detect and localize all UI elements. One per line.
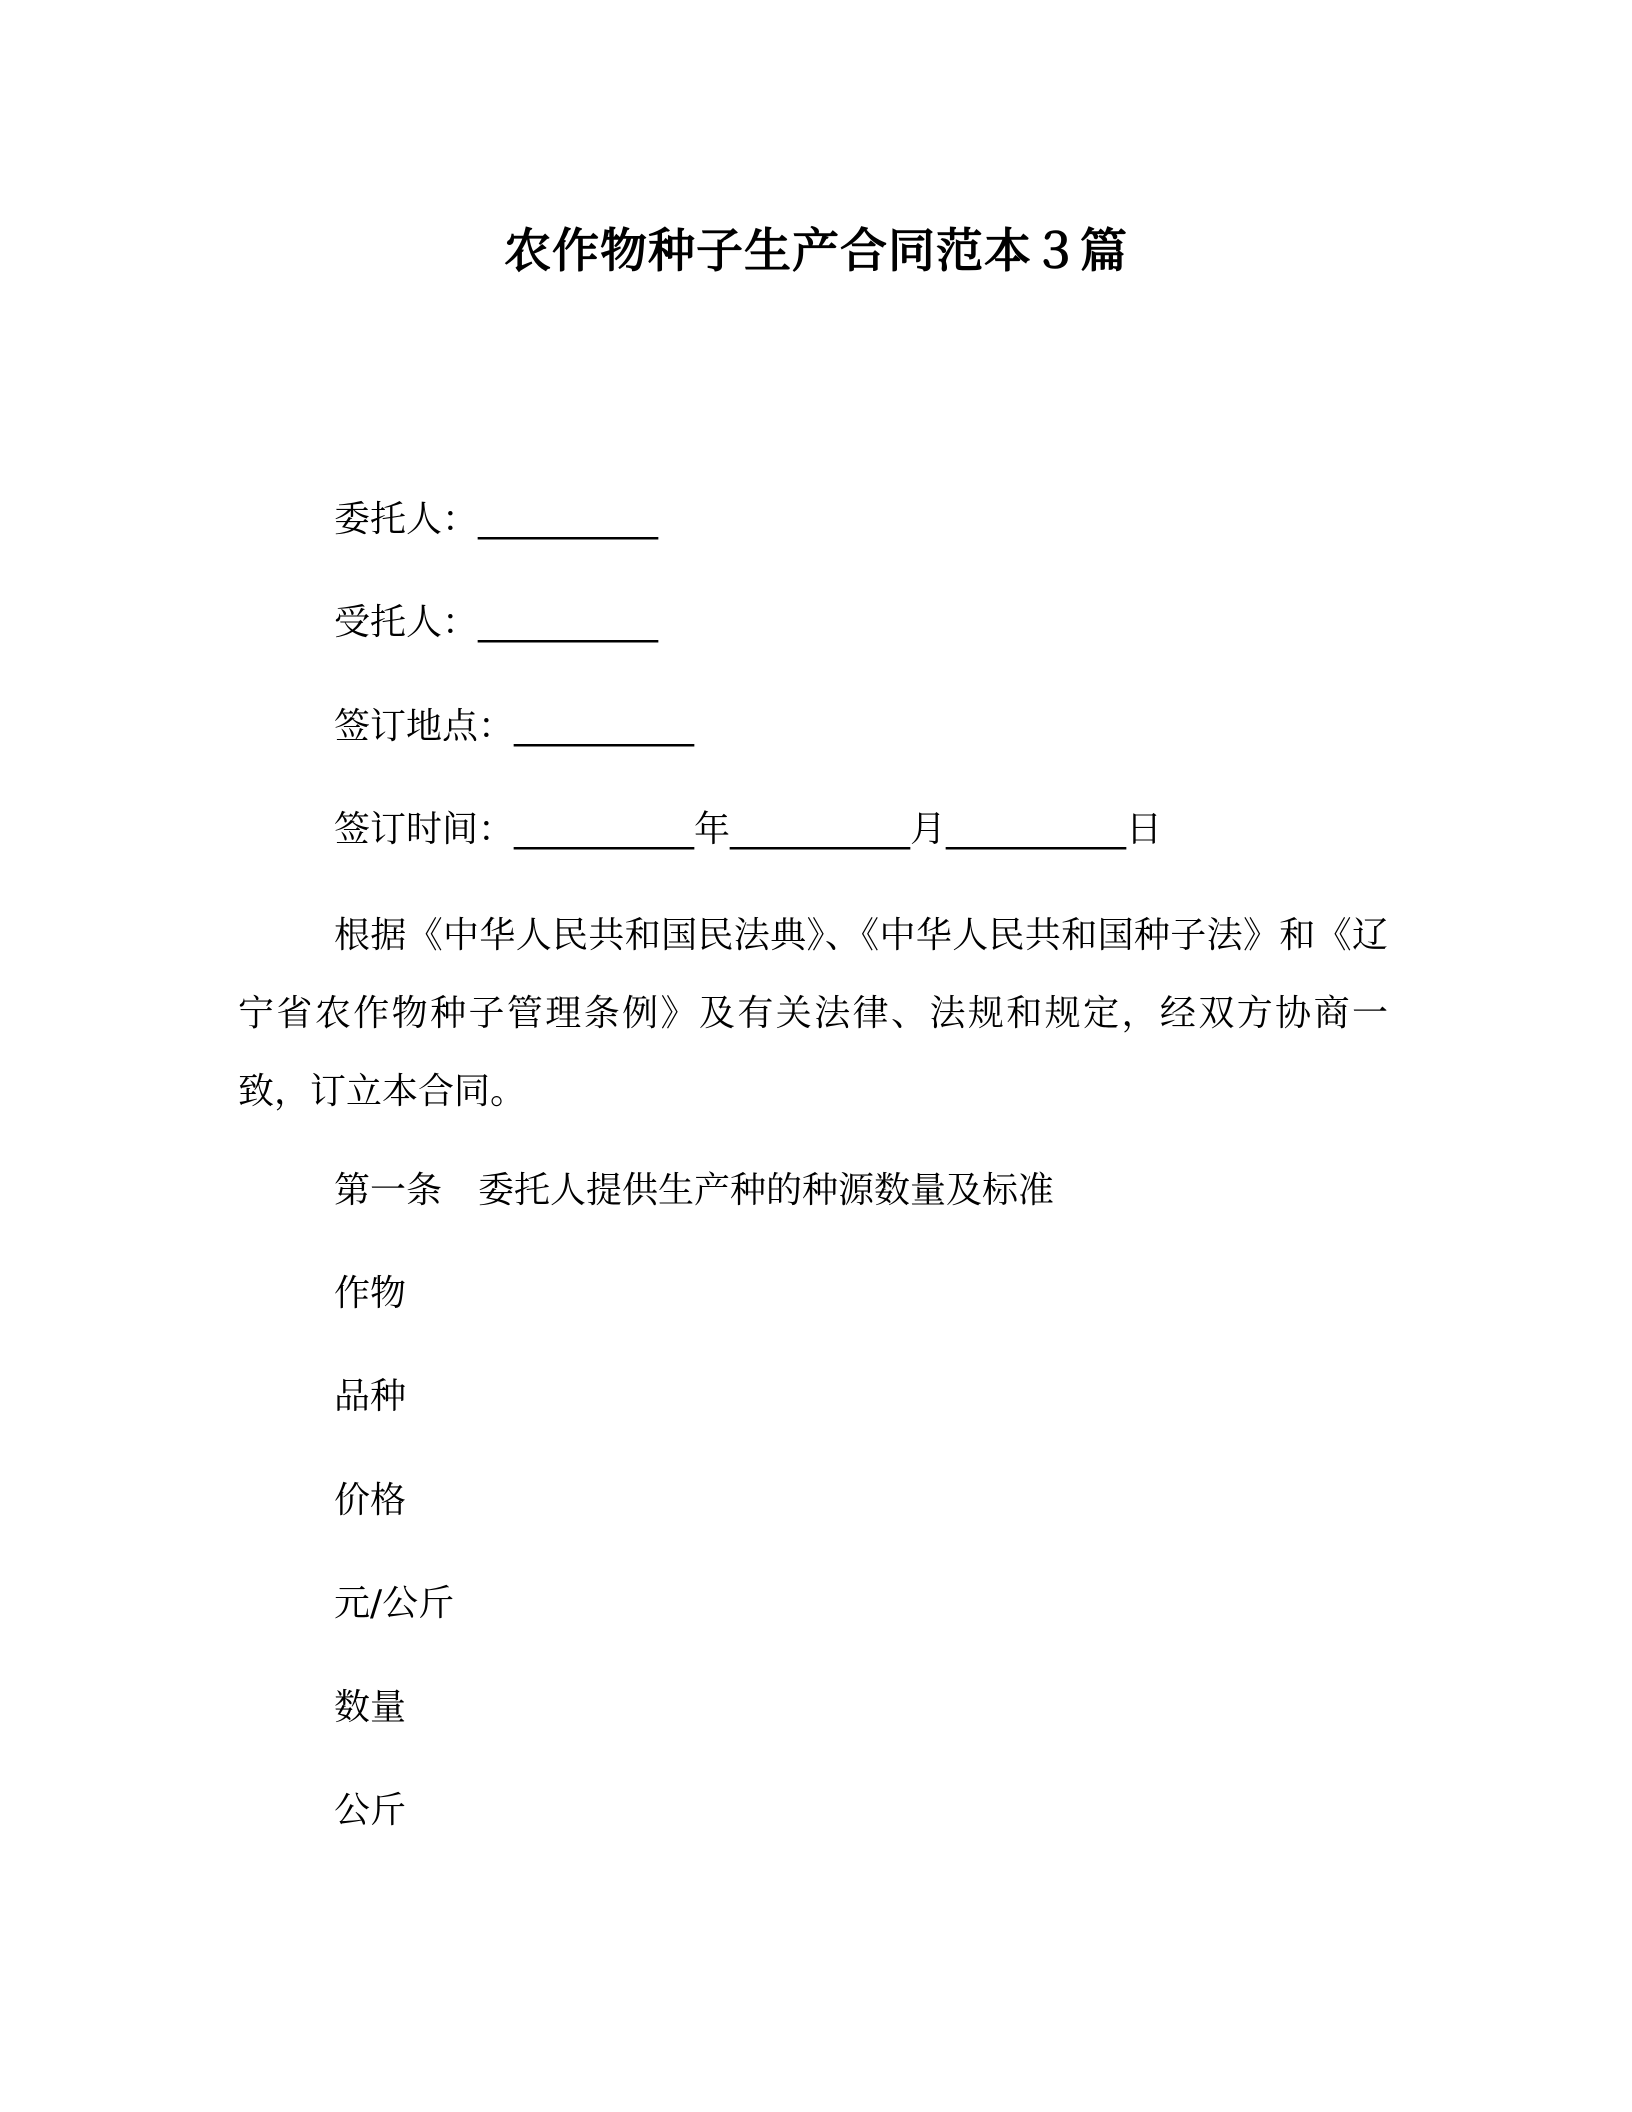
list-item-quantity: 数量: [334, 1687, 407, 1728]
signing-place-label: 签订地点：: [334, 706, 515, 747]
entrusting-party-line: [334, 496, 658, 544]
list-item-variety: 品种: [334, 1376, 407, 1417]
article-1-title: 委托人提供生产种的种源数量及标准: [478, 1170, 1055, 1211]
entrusting-party-blank: __________: [478, 499, 659, 540]
entrusted-party-line: [334, 599, 658, 647]
list-item-price-unit: 元/公斤: [334, 1583, 455, 1624]
signing-time-line: [334, 806, 1162, 854]
entrusting-party-label: 委托人：: [334, 499, 479, 540]
document-title: 农作物种子生产合同范本３篇: [504, 224, 1128, 279]
signing-year-blank: __________: [514, 809, 695, 850]
signing-place-blank: __________: [514, 706, 695, 747]
signing-month-unit: 月: [910, 809, 947, 850]
signing-place-line: [334, 703, 694, 751]
preamble-paragraph: 根据《中华人民共和国民法典》、《中华人民共和国种子法》和《辽宁省农作物种子管理条例》及有关法律、法规和规定，经双方协商一致，订立本合同。: [238, 915, 1388, 1112]
list-item-quantity-unit: 公斤: [334, 1790, 407, 1831]
list-item-price: 价格: [334, 1480, 407, 1521]
list-item-crop: 作物: [334, 1273, 407, 1314]
signing-day-unit: 日: [1126, 809, 1163, 850]
signing-day-blank: __________: [946, 809, 1127, 850]
signing-year-unit: 年: [694, 809, 731, 850]
article-1-heading: [334, 1167, 1054, 1215]
entrusted-party-label: 受托人：: [334, 602, 479, 643]
article-1-number: 第一条: [334, 1170, 443, 1211]
signing-month-blank: __________: [730, 809, 911, 850]
entrusted-party-blank: __________: [478, 602, 659, 643]
signing-time-label: 签订时间：: [334, 809, 515, 850]
